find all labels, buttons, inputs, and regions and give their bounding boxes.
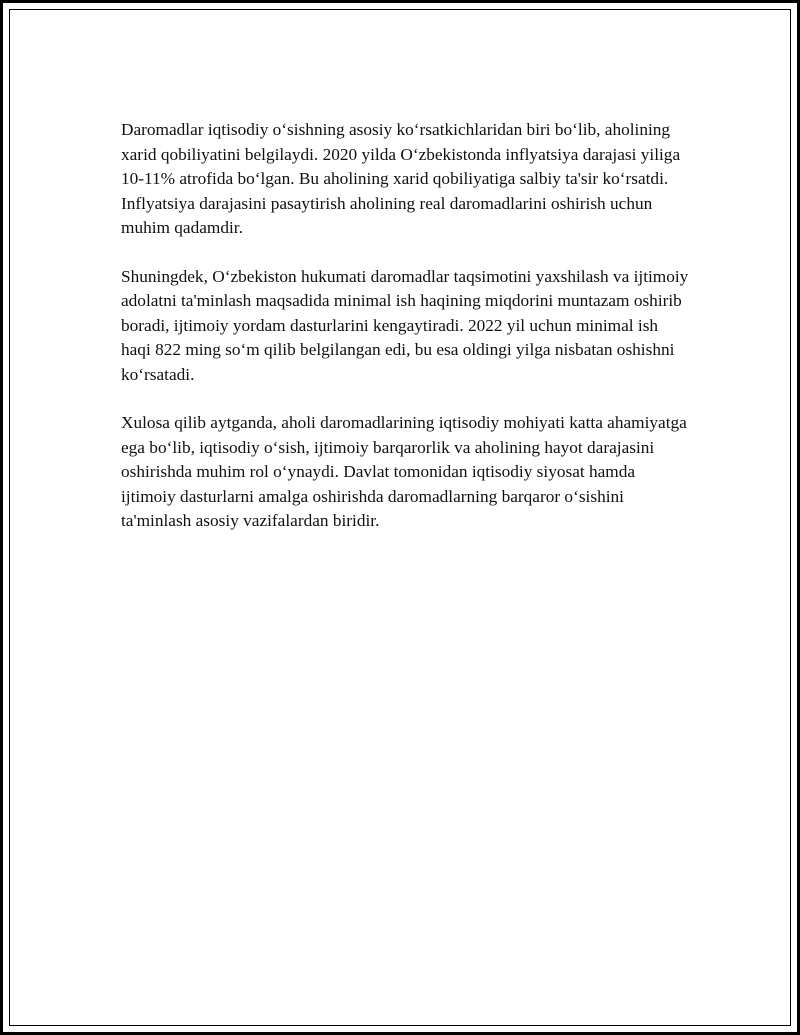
document-body xyxy=(121,118,691,558)
paragraph-inflation: Daromadlar iqtisodiy oʻsishning asosiy koʻrsatkichlaridan biri boʻlib, aholining xarid qobiliyatini belgilaydi. 2020 yilda Oʻzbekistonda inflyatsiya darajasi yiliga 10-11% atrofida boʻlgan. Bu aholining xarid qobiliyatiga salbiy ta'sir koʻrsatdi. Inflyatsiya darajasini pasaytirish aholining real daromadlarini oshirish uchun muhim qadamdir. xyxy=(121,120,681,237)
paragraph-minimum-wage: Shuningdek, Oʻzbekiston hukumati daromadlar taqsimotini yaxshilash va ijtimoiy adolatni ta'minlash maqsadida minimal ish haqining miqdorini muntazam oshirib boradi, ijtimoiy yordam dasturlarini kengaytiradi. 2022 yil uchun minimal ish haqi 822 ming soʻm qilib belgilangan edi, bu esa oldingi yilga nisbatan oshishni koʻrsatadi. xyxy=(121,266,689,384)
paragraph-conclusion: Xulosa qilib aytganda, aholi daromadlarining iqtisodiy mohiyati katta ahamiyatga ega boʻlib, iqtisodiy oʻsish, ijtimoiy barqarorlik va aholining hayot darajasini oshirishda muhim rol oʻynaydi. Davlat tomonidan iqtisodiy siyosat hamda ijtimoiy dasturlarni amalga oshirishda daromadlarning barqaror oʻsishini ta'minlash asosiy vazifalardan biridir. xyxy=(121,413,687,530)
